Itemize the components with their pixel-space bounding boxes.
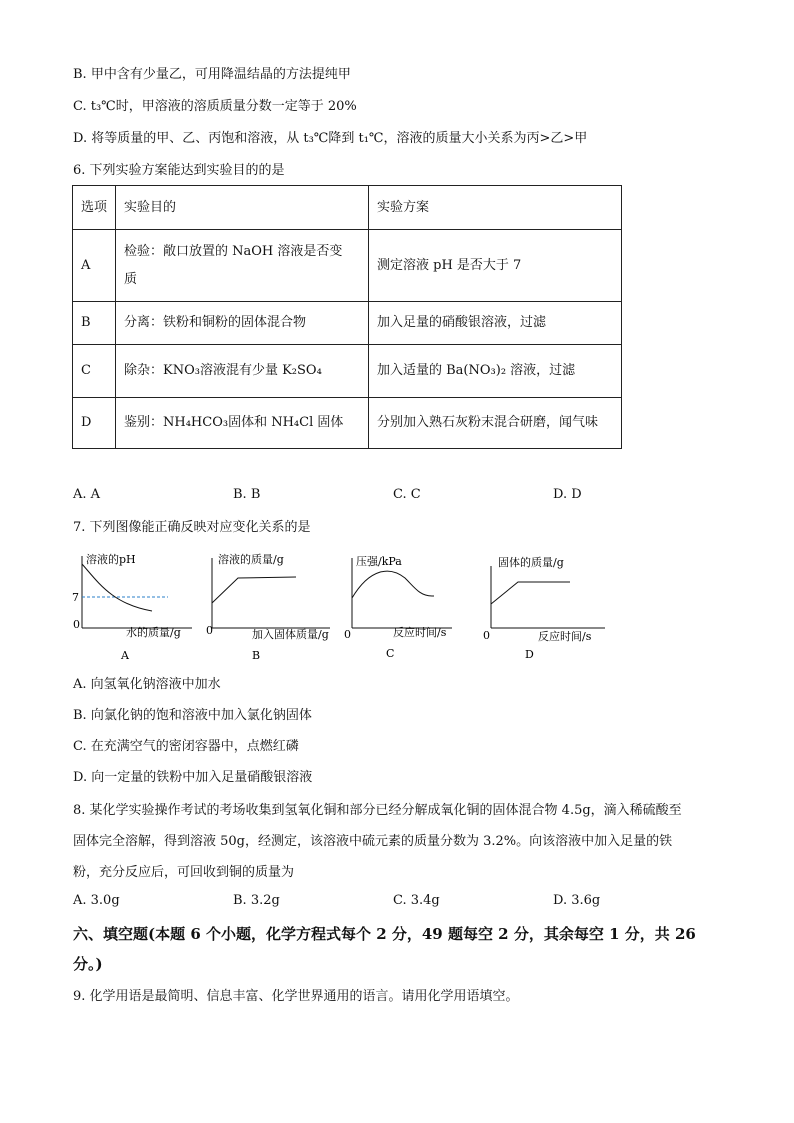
table-cell-option: D [73,398,116,449]
choice-c: C. 3.4g [393,893,440,908]
choice-b: B. 3.2g [233,893,280,908]
q6-stem: 6. 下列实验方案能达到实验目的的是 [73,163,285,178]
graph-c [344,555,452,660]
q8-choices [73,893,713,908]
graph-b-xlabel: 加入固体质量/g [252,628,329,641]
graph-b-ylabel: 溶液的质量/g [218,553,284,566]
choice-d: D. D [553,487,582,502]
graph-c-letter: C [386,647,395,660]
graph-b-origin: 0 [206,624,213,637]
graph-d-xlabel: 反应时间/s [538,630,592,643]
q7-stem: 7. 下列图像能正确反映对应变化关系的是 [73,520,311,535]
table-cell-goal [116,230,369,302]
graph-c-xlabel: 反应时间/s [393,626,447,639]
table-header: 实验方案 [369,186,622,230]
table-cell-plan: 分别加入熟石灰粉末混合研磨，闻气味 [369,398,622,449]
choice-d: D. 3.6g [553,893,601,908]
table-cell-plan: 加入足量的硝酸银溶液，过滤 [369,302,622,345]
graph-a-ylabel: 溶液的pH [86,553,136,566]
table-row [73,398,622,449]
graph-d-letter: D [525,648,534,661]
table-header-row [73,186,622,230]
q8-stem [73,795,723,888]
q7-option-a: A. 向氢氧化钠溶液中加水 [73,677,221,692]
table-cell-goal: 分离：铁粉和铜粉的固体混合物 [116,302,369,345]
table-cell-plan: 加入适量的 Ba(NO₃)₂ 溶液，过滤 [369,345,622,398]
heading-line: 分。) [73,955,103,973]
table-row [73,230,622,302]
choice-a: A. A [73,487,101,502]
graph-c-ylabel: 压强/kPa [356,555,402,568]
table-header: 实验目的 [116,186,369,230]
q8-line: 固体完全溶解，得到溶液 50g，经测定，该溶液中硫元素的质量分数为 3.2%。向该溶液中加入足量的铁 [73,834,673,849]
q8-line: 8. 某化学实验操作考试的考场收集到氢氧化铜和部分已经分解成氧化铜的固体混合物 4.5g，滴入稀硫酸至 [73,803,682,818]
q7-option-b: B. 向氯化钠的饱和溶液中加入氯化钠固体 [73,708,312,723]
goal-line: 检验：敞口放置的 NaOH 溶液是否变 [124,243,343,259]
table-cell-option: B [73,302,116,345]
table-cell-option: A [73,230,116,302]
q5-option-c: C. t₃℃时，甲溶液的溶质质量分数一定等于 20% [73,99,357,114]
q6-table [72,185,622,449]
graph-d-origin: 0 [483,629,490,642]
table-cell-option: C [73,345,116,398]
table-cell-goal: 除杂：KNO₃溶液混有少量 K₂SO₄ [116,345,369,398]
table-row [73,345,622,398]
graph-a-origin: 0 [73,618,80,631]
heading-line: 六、填空题(本题 6 个小题，化学方程式每个 2 分，49 题每空 2 分，其余每空 1 分，共 26 [73,925,696,943]
q7-option-c: C. 在充满空气的密闭容器中，点燃红磷 [73,739,299,754]
table-row [73,302,622,345]
graph-d-ylabel: 固体的质量/g [498,556,564,569]
q5-option-d: D. 将等质量的甲、乙、丙饱和溶液，从 t₃℃降到 t₁℃，溶液的质量大小关系为丙>乙>甲 [73,131,588,146]
table-header: 选项 [73,186,116,230]
graph-c-origin: 0 [344,628,351,641]
q7-option-d: D. 向一定量的铁粉中加入足量硝酸银溶液 [73,770,313,785]
table-cell-goal: 鉴别：NH₄HCO₃固体和 NH₄Cl 固体 [116,398,369,449]
graph-b [206,552,330,662]
q7-graphs [60,548,620,666]
graph-b-letter: B [252,649,261,662]
graph-a-tick-7: 7 [72,591,79,604]
goal-line: 质 [124,271,138,287]
section-6-heading [73,921,723,977]
q8-line: 粉，充分反应后，可回收到铜的质量为 [73,865,295,880]
graph-a [72,552,192,662]
graph-a-letter: A [121,649,129,662]
choice-b: B. B [233,487,261,502]
graph-d [483,555,605,661]
choice-a: A. 3.0g [73,893,120,908]
q5-option-b: B. 甲中含有少量乙，可用降温结晶的方法提纯甲 [73,67,351,82]
choice-c: C. C [393,487,421,502]
graph-a-xlabel: 水的质量/g [126,626,181,639]
table-cell-plan: 测定溶液 pH 是否大于 7 [369,230,622,302]
q9-stem: 9. 化学用语是最简明、信息丰富、化学世界通用的语言。请用化学用语填空。 [73,989,519,1004]
q6-choices [73,487,713,502]
